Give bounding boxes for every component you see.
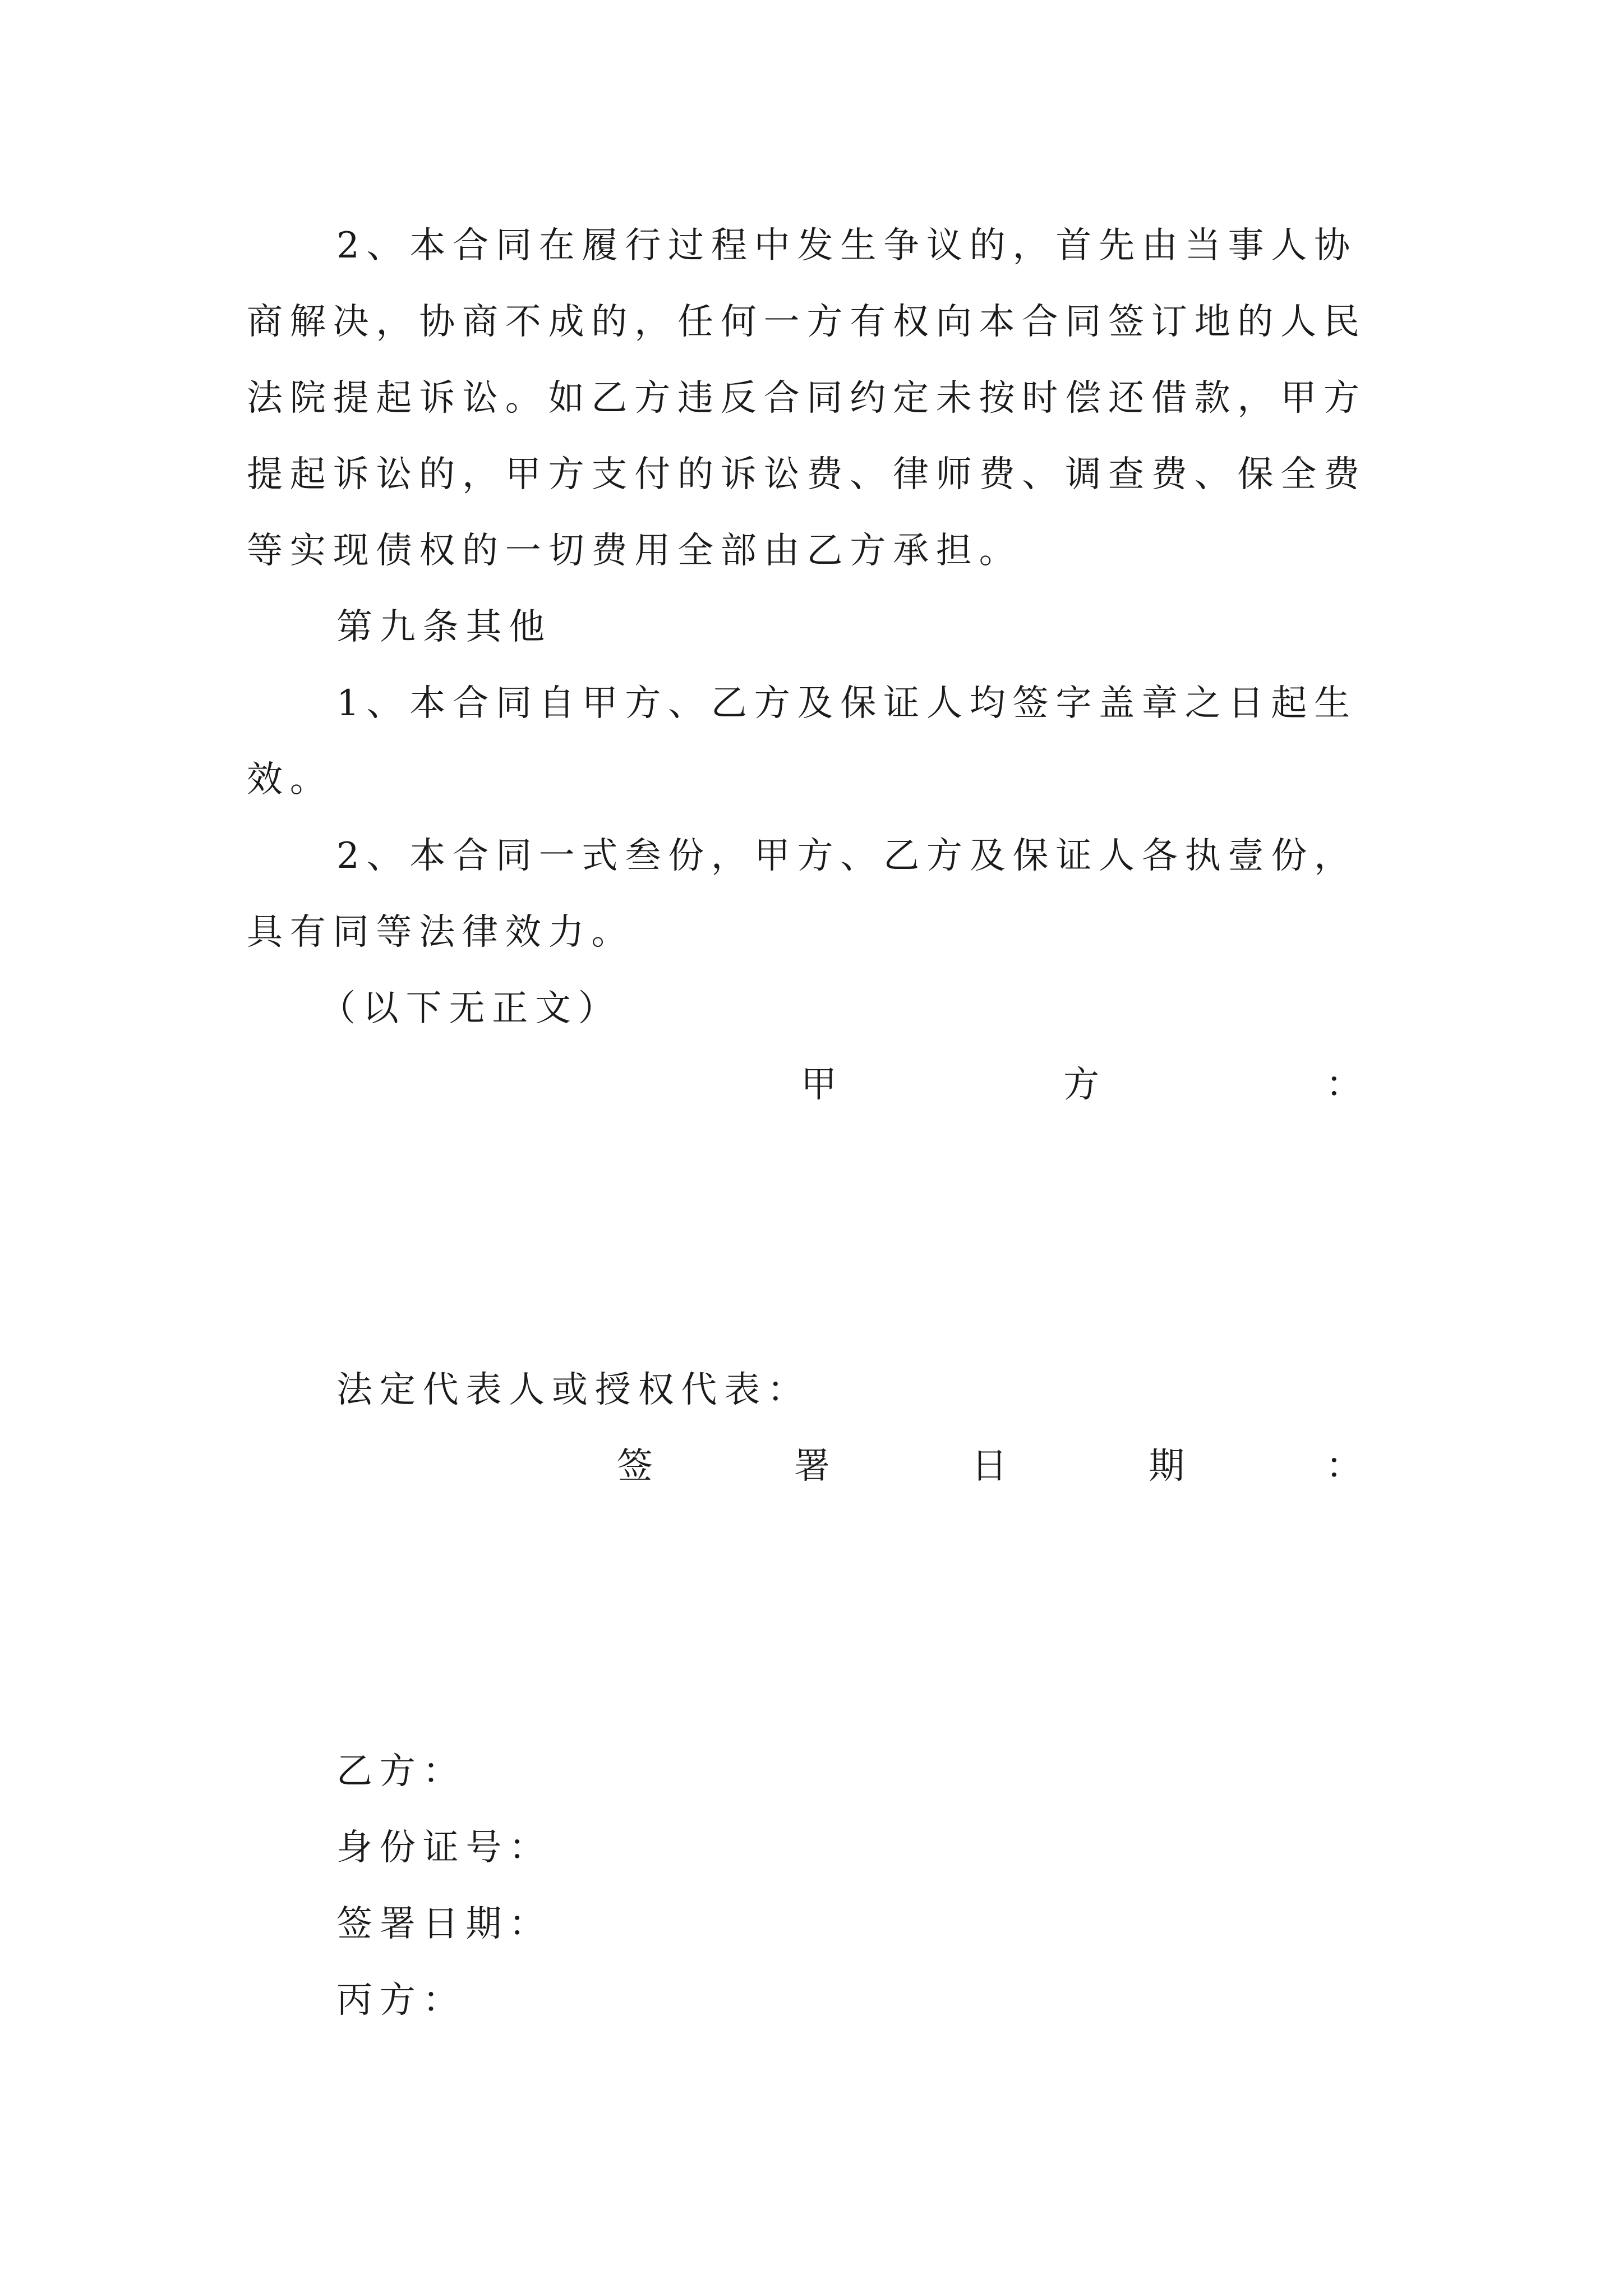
sign-date-char-4: 期: [1149, 1446, 1184, 1487]
sign-date-char-1: 签: [617, 1446, 653, 1487]
clause-9-2-line-2: 具有同等法律效力。: [247, 912, 635, 953]
article-9-heading: 第九条其他: [336, 606, 552, 648]
sign-date-char-2: 署: [794, 1446, 830, 1487]
party-a-label-char-2: 方: [1063, 1064, 1099, 1106]
clause-8-2-line-2: 商解决，协商不成的，任何一方有权向本合同签订地的人民: [247, 301, 1367, 343]
party-c-label: 丙方：: [336, 1980, 466, 2021]
clause-8-2-line-3: 法院提起诉讼。如乙方违反合同约定未按时偿还借款，甲方: [247, 378, 1367, 419]
sign-date-char-3: 日: [971, 1446, 1007, 1487]
party-b-sign-date-label: 签署日期：: [336, 1903, 552, 1945]
sign-date-colon: ：: [1326, 1446, 1362, 1487]
clause-9-1-line-1: 1、本合同自甲方、乙方及保证人均签字盖章之日起生: [336, 683, 1357, 724]
sign-date-label: [617, 1444, 1362, 1489]
clause-9-2-line-1: 2、本合同一式叁份，甲方、乙方及保证人各执壹份，: [336, 835, 1357, 877]
no-more-text-note: （以下无正文）: [320, 988, 621, 1029]
legal-representative-label: 法定代表人或授权代表：: [336, 1369, 810, 1411]
party-a-label: [801, 1062, 1362, 1107]
party-b-label: 乙方：: [336, 1751, 466, 1792]
party-a-label-char-1: 甲: [801, 1064, 837, 1106]
clause-8-2-line-1: 2、本合同在履行过程中发生争议的，首先由当事人协: [336, 225, 1357, 266]
party-a-label-colon: ：: [1326, 1064, 1362, 1106]
id-number-label: 身份证号：: [336, 1827, 552, 1869]
clause-8-2-line-4: 提起诉讼的，甲方支付的诉讼费、律师费、调查费、保全费: [247, 454, 1367, 495]
clause-9-1-line-2: 效。: [247, 759, 333, 800]
clause-8-2-line-5: 等实现债权的一切费用全部由乙方承担。: [247, 530, 1022, 572]
